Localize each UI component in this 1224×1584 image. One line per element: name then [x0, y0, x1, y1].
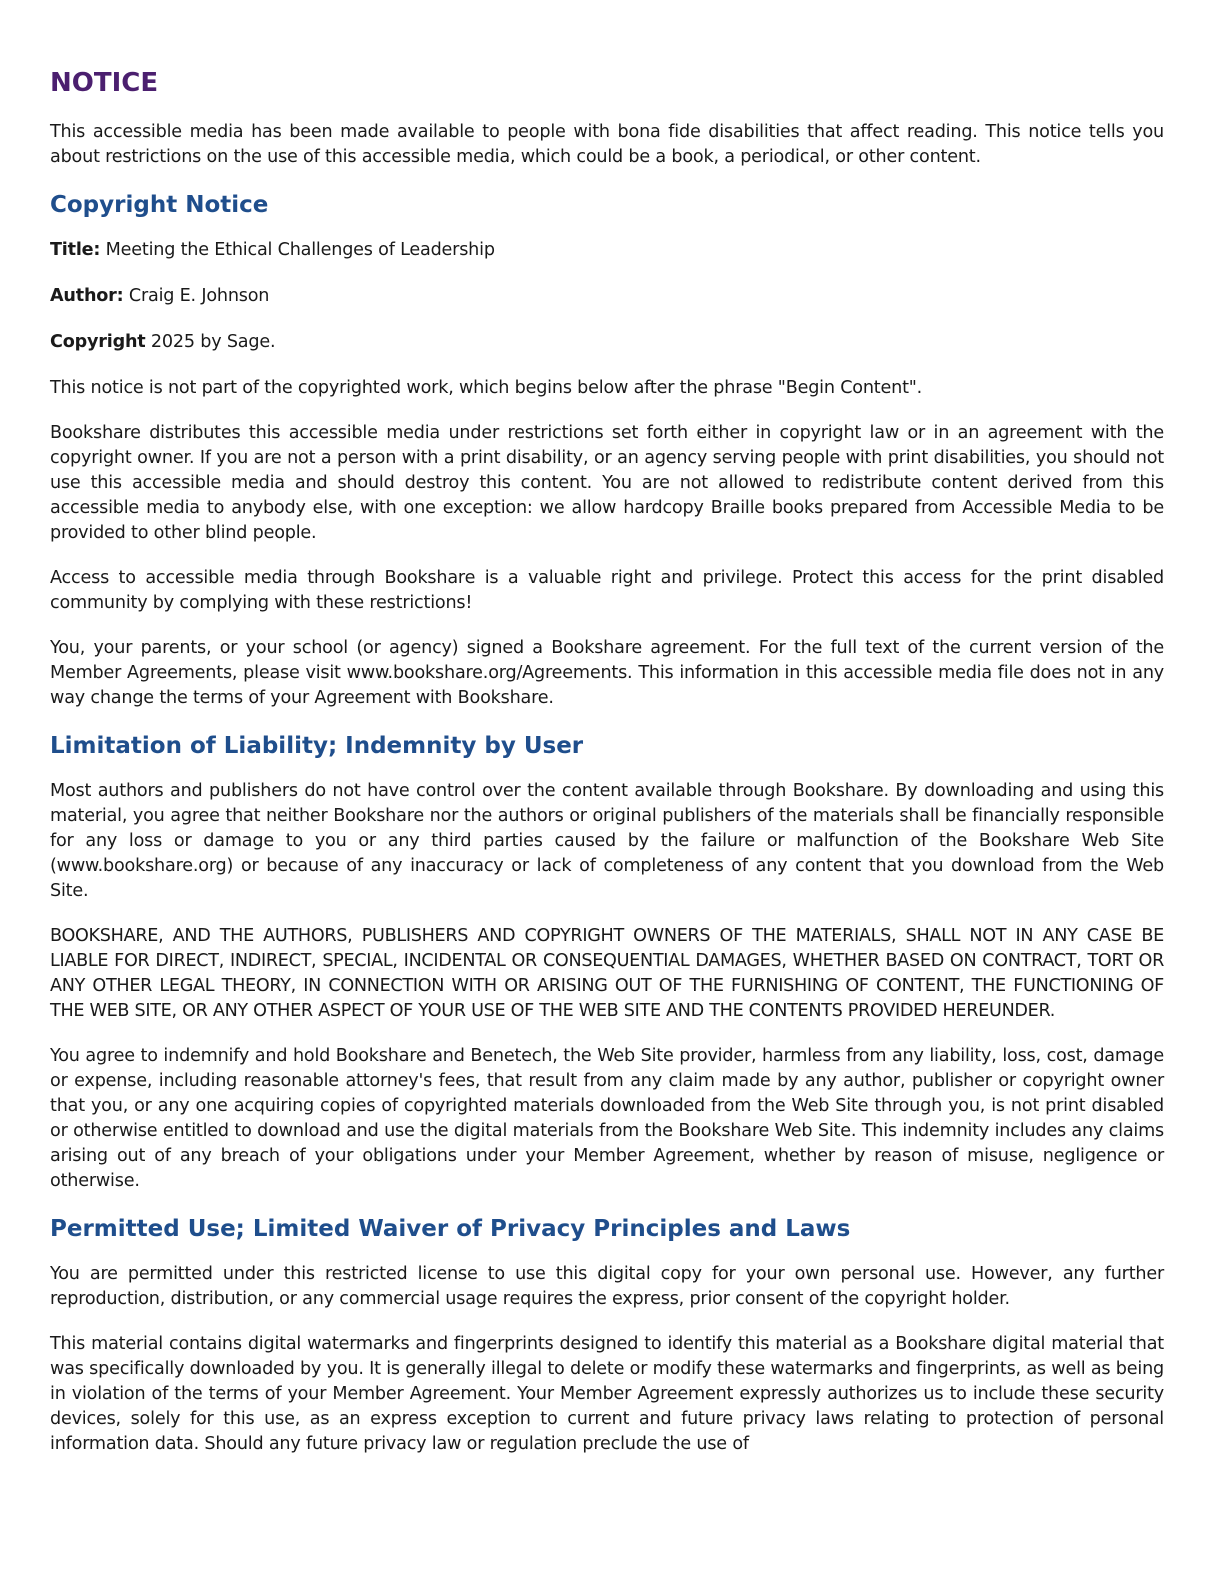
liability-paragraph: Most authors and publishers do not have control over the content available through Bookshare. By downloading and using this material, you agree that neither Bookshare nor the authors or original publishers of the materials shall be financially responsible for any loss or damage to you or any third parties caused by the failure or malfunction of the Bookshare Web Site (www.bookshare.org) or because of any inaccuracy or lack of completeness of any content that you download from the Web Site.	[50, 781, 1164, 901]
title-value: Meeting the Ethical Challenges of Leadership	[100, 240, 495, 260]
copyright-paragraph: This notice is not part of the copyrighted work, which begins below after the phrase "Begin Content".	[50, 378, 923, 398]
liability-heading: Limitation of Liability; Indemnity by User	[50, 733, 584, 759]
title-line	[50, 238, 1164, 263]
liability-paragraph: You agree to indemnify and hold Bookshare and Benetech, the Web Site provider, harmless from any liability, loss, cost, damage or expense, including reasonable attorney's fees, that result from any claim made by any author, publisher or copyright owner that you, or any one acquiring copies of copyrighted materials downloaded from the Web Site through you, is not print disabled or otherwise entitled to download and use the digital materials from the Bookshare Web Site. This indemnity includes any claims arising out of any breach of your obligations under your Member Agreement, whether by reason of misuse, negligence or otherwise.	[50, 1046, 1164, 1191]
copyright-notice-heading: Copyright Notice	[50, 192, 269, 218]
author-label: Author:	[50, 286, 124, 306]
copyright-paragraph: Access to accessible media through Bookshare is a valuable right and privilege. Protect this access for the print disabled community by complying with these restrictions!	[50, 568, 1164, 613]
copyright-line	[50, 330, 1164, 355]
copyright-paragraph: Bookshare distributes this accessible media under restrictions set forth either in copyright law or in an agreement with the copyright owner. If you are not a person with a print disability, or an agency serving people with print disabilities, you should not use this accessible media and should destroy this content. You are not allowed to redistribute content derived from this accessible media to anybody else, with one exception: we allow hardcopy Braille books prepared from Accessible Media to be provided to other blind people.	[50, 423, 1164, 543]
title-label: Title:	[50, 240, 101, 260]
copyright-value: 2025 by Sage.	[145, 332, 276, 352]
author-value: Craig E. Johnson	[123, 286, 270, 306]
author-line	[50, 284, 1164, 309]
permitted-use-heading: Permitted Use; Limited Waiver of Privacy Principles and Laws	[50, 1216, 851, 1242]
copyright-label: Copyright	[50, 332, 146, 352]
notice-intro-paragraph: This accessible media has been made available to people with bona fide disabilities that affect reading. This notice tells you about restrictions on the use of this accessible media, which could be a book, a periodical, or other content.	[50, 122, 1164, 167]
permitted-use-paragraph: This material contains digital watermarks and fingerprints designed to identify this material as a Bookshare digital material that was specifically downloaded by you. It is generally illegal to delete or modify these watermarks and fingerprints, as well as being in violation of the terms of your Member Agreement. Your Member Agreement expressly authorizes us to include these security devices, solely for this use, as an express exception to current and future privacy laws relating to protection of personal information data. Should any future privacy law or regulation preclude the use of	[50, 1334, 1164, 1454]
permitted-use-paragraph: You are permitted under this restricted license to use this digital copy for your own personal use. However, any further reproduction, distribution, or any commercial usage requires the express, prior consent of the copyright holder.	[50, 1264, 1164, 1309]
copyright-paragraph: You, your parents, or your school (or agency) signed a Bookshare agreement. For the full text of the current version of the Member Agreements, please visit www.bookshare.org/Agreements. This information in this accessible media file does not in any way change the terms of your Agreement with Bookshare.	[50, 638, 1164, 708]
notice-title: NOTICE	[50, 68, 159, 98]
document-page	[50, 66, 1164, 1477]
liability-caps-paragraph: BOOKSHARE, AND THE AUTHORS, PUBLISHERS AND COPYRIGHT OWNERS OF THE MATERIALS, SHALL NOT IN ANY CASE BE LIABLE FOR DIRECT, INDIRECT, SPECIAL, INCIDENTAL OR CONSEQUENTIAL DAMAGES, WHETHER BASED ON CONTRACT, TORT OR ANY OTHER LEGAL THEORY, IN CONNECTION WITH OR ARISING OUT OF THE FURNISHING OF CONTENT, THE FUNCTIONING OF THE WEB SITE, OR ANY OTHER ASPECT OF YOUR USE OF THE WEB SITE AND THE CONTENTS PROVIDED HEREUNDER.	[50, 926, 1164, 1021]
